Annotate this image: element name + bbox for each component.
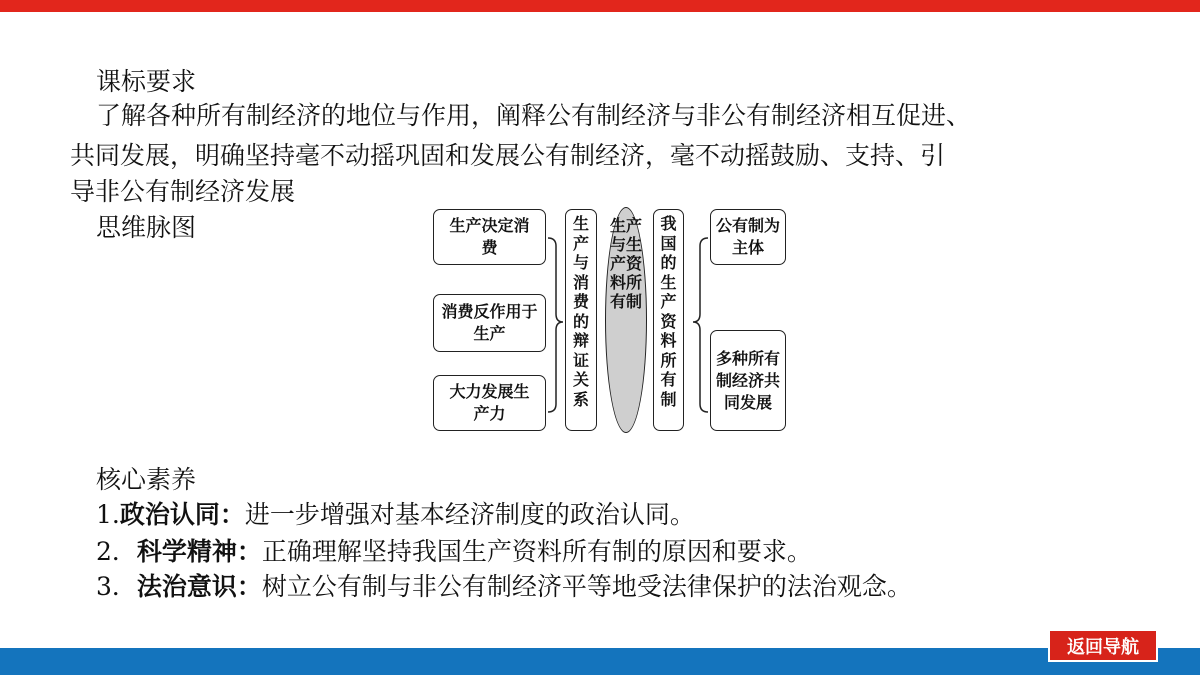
literacy-heading: 核心素养 — [96, 465, 197, 494]
mindmap-heading: 思维脉图 — [96, 213, 197, 242]
box-public-ownership-dominant: 公有制为主体 — [710, 209, 786, 265]
curriculum-line-2: 共同发展，明确坚持毫不动摇巩固和发展公有制经济，毫不动摇鼓励、支持、引 — [70, 141, 946, 170]
box-develop-productive-forces: 大力发展生产力 — [433, 375, 546, 431]
curriculum-line-1: 了解各种所有制经济的地位与作用，阐释公有制经济与非公有制经济相互促进、 — [96, 101, 972, 130]
center-oval-production-ownership: 生产与生产资料所有制 — [605, 207, 647, 433]
return-navigation-button[interactable]: 返回导航 — [1048, 629, 1158, 662]
literacy-item-3: 3．法治意识：树立公有制与非公有制经济平等地受法律保护的法治观念。 — [96, 572, 912, 601]
bottom-blue-bar — [0, 648, 1200, 675]
column-china-ownership: 我国的生产资料所有制 — [653, 209, 684, 431]
box-production-determines-consumption: 生产决定消费 — [433, 209, 546, 265]
box-multiple-ownership-develop: 多种所有制经济共同发展 — [710, 330, 786, 431]
box-consumption-reacts-on-production: 消费反作用于生产 — [433, 294, 546, 352]
curriculum-line-3: 导非公有制经济发展 — [70, 177, 296, 206]
literacy-item-2: 2．科学精神：正确理解坚持我国生产资料所有制的原因和要求。 — [96, 537, 812, 566]
column-production-consumption-relation: 生产与消费的辩证关系 — [565, 209, 597, 431]
curriculum-heading: 课标要求 — [96, 67, 197, 96]
literacy-item-1: 1.政治认同：进一步增强对基本经济制度的政治认同。 — [96, 500, 695, 529]
